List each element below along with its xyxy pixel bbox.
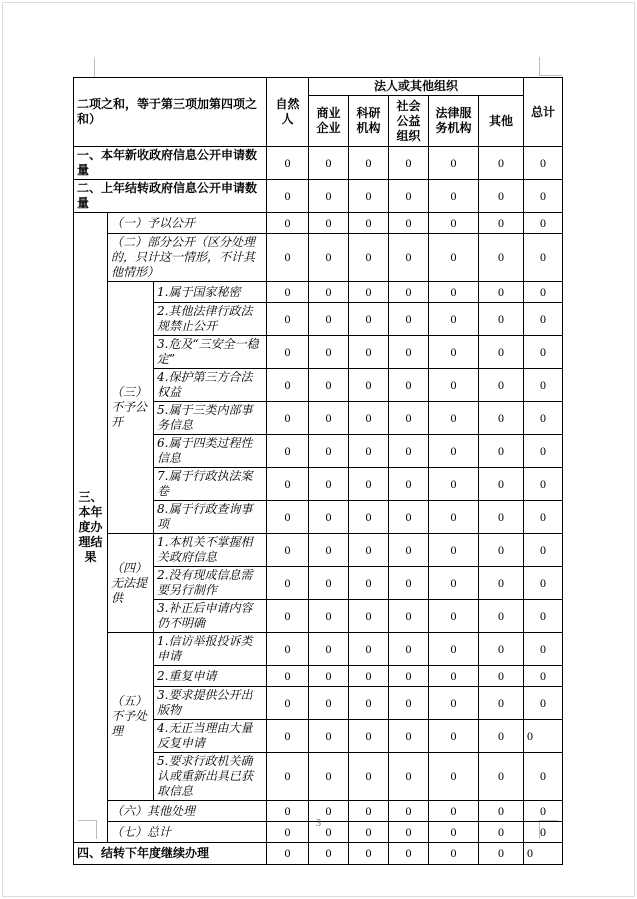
value-cell: 0	[309, 534, 349, 567]
value-cell: 0	[429, 687, 479, 720]
value-cell: 0	[524, 234, 563, 282]
value-cell: 0	[267, 720, 309, 753]
value-cell: 0	[429, 303, 479, 336]
value-cell: 0	[267, 534, 309, 567]
row-label-cell: 二、上年结转政府信息公开申请数量	[74, 180, 267, 213]
header-legal-org-group: 法人或其他组织	[309, 78, 524, 96]
value-cell: 0	[309, 180, 349, 213]
value-cell: 0	[267, 567, 309, 600]
value-cell: 0	[429, 633, 479, 666]
value-cell: 0	[309, 369, 349, 402]
value-cell: 0	[267, 180, 309, 213]
row-label-cell: （一）予以公开	[108, 213, 267, 234]
value-cell: 0	[429, 435, 479, 468]
value-cell: 0	[479, 600, 524, 633]
value-cell: 0	[349, 303, 389, 336]
value-cell: 0	[267, 402, 309, 435]
value-cell: 0	[389, 435, 429, 468]
value-cell: 0	[267, 234, 309, 282]
value-cell: 0	[524, 801, 563, 822]
row-label-cell: （七）总计	[108, 822, 267, 843]
value-cell: 0	[479, 801, 524, 822]
row-label-cell: （六）其他处理	[108, 801, 267, 822]
value-cell: 0	[479, 435, 524, 468]
value-cell: 0	[267, 303, 309, 336]
header-public-welfare-org: 社会公益组织	[389, 96, 429, 147]
crop-mark-top-right-h	[539, 75, 562, 76]
value-cell: 0	[309, 567, 349, 600]
row-label-cell: 2.其他法律行政法规禁止公开	[154, 303, 267, 336]
value-cell: 0	[309, 801, 349, 822]
value-cell: 0	[349, 501, 389, 534]
value-cell: 0	[479, 534, 524, 567]
value-cell: 0	[524, 468, 563, 501]
value-cell: 0	[389, 282, 429, 303]
value-cell: 0	[349, 180, 389, 213]
value-cell: 0	[524, 180, 563, 213]
row-label-cell: 3.要求提供公开出版物	[154, 687, 267, 720]
value-cell: 0	[267, 213, 309, 234]
value-cell: 0	[349, 213, 389, 234]
value-cell: 0	[389, 501, 429, 534]
value-cell: 0	[479, 633, 524, 666]
table-row	[74, 147, 563, 180]
value-cell: 0	[524, 720, 563, 753]
value-cell: 0	[349, 843, 389, 865]
value-cell: 0	[309, 753, 349, 801]
value-cell: 0	[429, 822, 479, 843]
row-label-cell: 5.属于三类内部事务信息	[154, 402, 267, 435]
value-cell: 0	[349, 468, 389, 501]
value-cell: 0	[349, 720, 389, 753]
value-cell: 0	[309, 501, 349, 534]
value-cell: 0	[479, 303, 524, 336]
value-cell: 0	[349, 336, 389, 369]
row-label-cell: （二）部分公开（区分处理的，只计这一情形，不计其他情形）	[108, 234, 267, 282]
header-legal-service-org: 法律服务机构	[429, 96, 479, 147]
value-cell: 0	[389, 720, 429, 753]
value-cell: 0	[479, 402, 524, 435]
value-cell: 0	[479, 234, 524, 282]
value-cell: 0	[267, 435, 309, 468]
value-cell: 0	[389, 213, 429, 234]
value-cell: 0	[267, 753, 309, 801]
value-cell: 0	[309, 282, 349, 303]
value-cell: 0	[349, 753, 389, 801]
value-cell: 0	[309, 666, 349, 687]
value-cell: 0	[389, 567, 429, 600]
row-label-cell: 一、本年新收政府信息公开申请数量	[74, 147, 267, 180]
value-cell: 0	[389, 843, 429, 865]
value-cell: 0	[309, 435, 349, 468]
value-cell: 0	[524, 843, 563, 865]
footer-page-number: 3	[316, 818, 321, 829]
value-cell: 0	[429, 600, 479, 633]
value-cell: 0	[479, 687, 524, 720]
header-natural-person: 自然人	[267, 78, 309, 147]
value-cell: 0	[524, 402, 563, 435]
value-cell: 0	[389, 633, 429, 666]
value-cell: 0	[524, 666, 563, 687]
table-row	[74, 180, 563, 213]
value-cell: 0	[479, 567, 524, 600]
value-cell: 0	[479, 468, 524, 501]
value-cell: 0	[429, 468, 479, 501]
value-cell: 0	[309, 213, 349, 234]
row-label-cell: 1.信访举报投诉类申请	[154, 633, 267, 666]
value-cell: 0	[479, 336, 524, 369]
value-cell: 0	[429, 801, 479, 822]
value-cell: 0	[479, 213, 524, 234]
row-label-cell: 5.要求行政机关确认或重新出具已获取信息	[154, 753, 267, 801]
row-label-cell: 2.重复申请	[154, 666, 267, 687]
value-cell: 0	[349, 282, 389, 303]
value-cell: 0	[349, 567, 389, 600]
value-cell: 0	[479, 180, 524, 213]
value-cell: 0	[429, 336, 479, 369]
value-cell: 0	[524, 369, 563, 402]
crop-mark-top-right-v	[539, 57, 540, 76]
value-cell: 0	[524, 600, 563, 633]
value-cell: 0	[349, 666, 389, 687]
section-label-cell: 三、本年度办理结果	[74, 213, 108, 843]
value-cell: 0	[524, 501, 563, 534]
value-cell: 0	[389, 234, 429, 282]
row-label-cell: 7.属于行政执法案卷	[154, 468, 267, 501]
value-cell: 0	[524, 336, 563, 369]
value-cell: 0	[267, 633, 309, 666]
crop-mark-top-left	[94, 58, 95, 77]
corner-note-cell: 二项之和，等于第三项加第四项之和）	[74, 78, 267, 147]
value-cell: 0	[267, 843, 309, 865]
value-cell: 0	[309, 843, 349, 865]
value-cell: 0	[349, 435, 389, 468]
value-cell: 0	[429, 501, 479, 534]
value-cell: 0	[349, 147, 389, 180]
value-cell: 0	[429, 843, 479, 865]
value-cell: 0	[267, 501, 309, 534]
value-cell: 0	[429, 180, 479, 213]
value-cell: 0	[309, 600, 349, 633]
header-total: 总计	[524, 78, 563, 147]
value-cell: 0	[429, 369, 479, 402]
row-label-cell: 6.属于四类过程性信息	[154, 435, 267, 468]
value-cell: 0	[267, 369, 309, 402]
value-cell: 0	[389, 822, 429, 843]
group-label-cell: （三）不予公开	[108, 282, 154, 534]
value-cell: 0	[389, 801, 429, 822]
value-cell: 0	[267, 687, 309, 720]
value-cell: 0	[389, 402, 429, 435]
table-row	[74, 843, 563, 865]
value-cell: 0	[429, 720, 479, 753]
value-cell: 0	[349, 822, 389, 843]
value-cell: 0	[389, 336, 429, 369]
value-cell: 0	[309, 687, 349, 720]
value-cell: 0	[267, 801, 309, 822]
value-cell: 0	[267, 282, 309, 303]
value-cell: 0	[389, 303, 429, 336]
header-commercial-enterprise: 商业企业	[309, 96, 349, 147]
value-cell: 0	[479, 720, 524, 753]
header-research-institution: 科研机构	[349, 96, 389, 147]
value-cell: 0	[429, 534, 479, 567]
row-label-cell: 1.属于国家秘密	[154, 282, 267, 303]
value-cell: 0	[267, 822, 309, 843]
row-label-cell: 3.危及“三安全一稳定”	[154, 336, 267, 369]
value-cell: 0	[524, 633, 563, 666]
group-label-cell: （四）无法提供	[108, 534, 154, 633]
value-cell: 0	[389, 666, 429, 687]
value-cell: 0	[479, 282, 524, 303]
value-cell: 0	[389, 369, 429, 402]
value-cell: 0	[349, 402, 389, 435]
value-cell: 0	[524, 687, 563, 720]
value-cell: 0	[349, 369, 389, 402]
value-cell: 0	[267, 666, 309, 687]
value-cell: 0	[429, 234, 479, 282]
value-cell: 0	[429, 402, 479, 435]
value-cell: 0	[309, 336, 349, 369]
table-row	[74, 633, 563, 666]
value-cell: 0	[524, 822, 563, 843]
value-cell: 0	[267, 600, 309, 633]
value-cell: 0	[479, 753, 524, 801]
value-cell: 0	[389, 534, 429, 567]
value-cell: 0	[389, 147, 429, 180]
value-cell: 0	[309, 720, 349, 753]
value-cell: 0	[524, 435, 563, 468]
row-label-cell: 4.无正当理由大量反复申请	[154, 720, 267, 753]
value-cell: 0	[524, 534, 563, 567]
value-cell: 0	[349, 234, 389, 282]
group-label-cell: （五）不予处理	[108, 633, 154, 801]
header-other: 其他	[479, 96, 524, 147]
table-row	[74, 282, 563, 303]
value-cell: 0	[389, 468, 429, 501]
row-label-cell: 2.没有现成信息需要另行制作	[154, 567, 267, 600]
value-cell: 0	[479, 501, 524, 534]
value-cell: 0	[389, 180, 429, 213]
table-row	[74, 213, 563, 234]
table-row	[74, 534, 563, 567]
value-cell: 0	[349, 687, 389, 720]
value-cell: 0	[479, 369, 524, 402]
value-cell: 0	[429, 567, 479, 600]
value-cell: 0	[349, 600, 389, 633]
value-cell: 0	[267, 147, 309, 180]
value-cell: 0	[267, 468, 309, 501]
value-cell: 0	[309, 468, 349, 501]
value-cell: 0	[349, 633, 389, 666]
value-cell: 0	[309, 234, 349, 282]
value-cell: 0	[389, 687, 429, 720]
value-cell: 0	[524, 567, 563, 600]
value-cell: 0	[429, 666, 479, 687]
value-cell: 0	[389, 753, 429, 801]
value-cell: 0	[267, 336, 309, 369]
row-label-cell: 3.补正后申请内容仍不明确	[154, 600, 267, 633]
value-cell: 0	[309, 633, 349, 666]
value-cell: 0	[524, 282, 563, 303]
value-cell: 0	[349, 801, 389, 822]
row-label-cell: 1.本机关不掌握相关政府信息	[154, 534, 267, 567]
value-cell: 0	[429, 213, 479, 234]
value-cell: 0	[309, 822, 349, 843]
value-cell: 0	[479, 843, 524, 865]
value-cell: 0	[429, 753, 479, 801]
value-cell: 0	[429, 147, 479, 180]
value-cell: 0	[524, 213, 563, 234]
value-cell: 0	[389, 600, 429, 633]
value-cell: 0	[429, 282, 479, 303]
value-cell: 0	[524, 753, 563, 801]
value-cell: 0	[479, 822, 524, 843]
value-cell: 0	[524, 303, 563, 336]
row-label-cell: 四、结转下年度继续办理	[74, 843, 267, 865]
table-row	[74, 234, 563, 282]
value-cell: 0	[479, 666, 524, 687]
value-cell: 0	[349, 534, 389, 567]
row-label-cell: 4.保护第三方合法权益	[154, 369, 267, 402]
value-cell: 0	[524, 147, 563, 180]
value-cell: 0	[479, 147, 524, 180]
info-disclosure-table	[73, 77, 563, 865]
row-label-cell: 8.属于行政查询事项	[154, 501, 267, 534]
value-cell: 0	[309, 303, 349, 336]
value-cell: 0	[309, 147, 349, 180]
value-cell: 0	[309, 402, 349, 435]
